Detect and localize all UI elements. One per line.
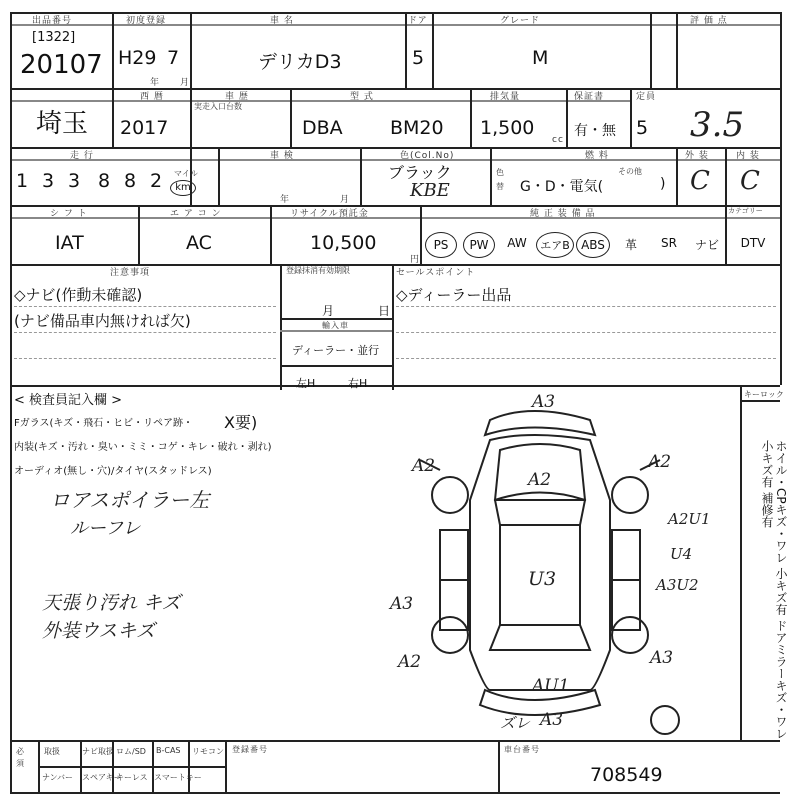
equipment-pw: PW (462, 232, 496, 258)
color-label: 色(Col.No) (400, 151, 455, 161)
aircon-value: AC (186, 232, 212, 254)
mileage-unit-km: km (170, 180, 196, 196)
car-name-label: 車 名 (270, 16, 294, 26)
inspector-title: < 検査員記入欄 > (14, 393, 123, 408)
sales-point-label: セールスポイント (396, 268, 476, 278)
mileage-digit: 1 (16, 170, 29, 192)
color-code: KBE (410, 180, 450, 201)
grade-value: M (532, 47, 549, 69)
damage-right-door-1: A2U1 (668, 510, 711, 528)
f-glass-line: Fガラス(キズ・飛石・ヒビ・リペア跡・ (14, 418, 193, 429)
sales-point: ◇ディーラー出品 (396, 286, 512, 304)
equipment-airbag: エアB (536, 232, 574, 258)
inspector-note-2: ルーフレ (70, 518, 141, 539)
equipment-sr: SR (661, 236, 677, 250)
score-label: 評 価 点 (690, 16, 728, 26)
footer-side-label: 必須 (16, 747, 24, 768)
note-line-2: (ナビ備品車内無ければ欠) (14, 312, 191, 330)
footer-smart-key: スマートキー (154, 773, 202, 782)
damage-front-top: A3 (532, 392, 556, 412)
lot-sub: [1322] (32, 30, 76, 45)
damage-left-front: A2 (412, 456, 436, 476)
aircon-label: エ ア コ ン (170, 209, 222, 219)
reg-month: 7 (167, 47, 180, 69)
history-note: 実走入口台数 (194, 102, 242, 111)
door-count: 5 (412, 47, 425, 69)
audio-line: オーディオ(無し・穴)/タイヤ(スタッドレス) (14, 466, 212, 477)
fuel-other-label: その他 (618, 167, 642, 176)
fuel-close: ) (660, 176, 666, 192)
damage-left-rear: A3 (390, 594, 414, 614)
side-note: ホイル・CPキズ・ワレ 小キズ有 ドアミラーキズ・ワレ 小キズ有 補修有 (760, 440, 788, 740)
chassis-label: 車台番号 (504, 745, 540, 754)
damage-roof: U3 (528, 568, 557, 590)
car-damage-diagram (380, 390, 680, 740)
import-label: 輸入車 (322, 321, 349, 330)
chassis-number: 708549 (590, 764, 663, 786)
equipment-navi: ナビ (694, 238, 719, 252)
damage-rear: AU1 (532, 676, 570, 696)
mileage-label: 走 行 (70, 151, 94, 161)
equipment-leather: 革 (624, 238, 637, 252)
inspector-note-4: 外装ウスキズ (42, 620, 156, 642)
category-label: カテゴリー (728, 207, 763, 215)
note-line-1: ◇ナビ(作動未確認) (14, 286, 143, 304)
history-label: 車 歴 (225, 92, 249, 102)
damage-right-front: A2 (648, 452, 672, 472)
damage-right-door-2: U4 (670, 545, 693, 563)
grade-label: グレード (500, 16, 541, 26)
shift-value: IAT (55, 232, 84, 254)
door-label: ドア (408, 16, 428, 26)
color-change-label: 色替 (496, 168, 504, 191)
interior-grade: C (740, 166, 760, 196)
mileage-unit-mile: マイル (174, 169, 198, 178)
seats-label: 定員 (636, 92, 657, 102)
color-name: ブラック (388, 163, 452, 182)
equipment-label: 純 正 装 備 品 (530, 209, 596, 219)
reg-era: H29 (118, 47, 157, 69)
recycle-label: リサイクル預託金 (290, 209, 369, 219)
interior-label: 内 装 (736, 151, 760, 161)
interior-line: 内装(キズ・汚れ・臭い・ミミ・コゲ・キレ・破れ・剥れ) (14, 442, 272, 453)
footer-bcas: B-CAS (156, 746, 181, 755)
recycle-value: 10,500 (310, 232, 377, 254)
equipment-ps: PS (424, 232, 458, 258)
lot-number: 20107 (20, 50, 103, 80)
seat-count: 5 (636, 117, 649, 139)
mileage-digit: 8 (124, 170, 137, 192)
model-label: 型 式 (350, 92, 374, 102)
fuel-label: 燃 料 (585, 151, 609, 161)
equipment-abs: ABS (576, 232, 610, 258)
footer-remote: リモコン (192, 747, 224, 756)
rank-label (654, 13, 658, 23)
model-prefix: DBA (302, 117, 343, 139)
hand-right: 右H (348, 377, 368, 390)
footer-navi-handling: ナビ取扱 (82, 747, 114, 756)
mileage-digit: 2 (150, 170, 163, 192)
month-unit: 月 (180, 78, 191, 88)
footer-rom-sd: ロム/SD (116, 747, 146, 756)
mileage-digit: 3 (68, 170, 81, 192)
year-label: 西 暦 (140, 92, 164, 102)
auction-score: 3.5 (690, 105, 745, 145)
import-value: ディーラー・並行 (292, 344, 380, 357)
reg-day-unit: 日 (378, 304, 391, 318)
hand-left: 左H (296, 377, 316, 390)
model-year: 2017 (120, 117, 169, 139)
exterior-label: 外 装 (685, 151, 709, 161)
first-reg-label: 初度登録 (126, 16, 167, 26)
damage-rear-bottom: A3 (540, 710, 564, 730)
displacement: 1,500 (480, 117, 535, 139)
prefecture: 埼玉 (36, 109, 89, 139)
equipment-dtv: DTV (740, 236, 766, 250)
model-code: BM20 (390, 117, 444, 139)
footer-spare-key: スペアキー (82, 773, 122, 782)
inspection-year-unit: 年 (280, 195, 291, 205)
damage-rear-shift: ズレ (500, 714, 531, 732)
inspector-note-1: ロアスポイラー左 (50, 488, 210, 512)
equipment-aw: AW (507, 236, 527, 250)
warranty-label: 保証書 (574, 92, 605, 102)
footer-handling: 取扱 (44, 747, 60, 756)
inspection-label: 車 検 (270, 151, 294, 161)
f-glass-x: X要) (224, 413, 258, 432)
keylock-label: キーロック (744, 390, 784, 399)
inspector-note-3: 天張り汚れ キズ (42, 592, 181, 614)
exterior-grade: C (690, 166, 710, 196)
fuel-options: G・D・電気( (520, 179, 604, 195)
footer-number-plate: ナンバー (42, 773, 74, 782)
mileage-digit: 8 (98, 170, 111, 192)
reg-number-label: 登録番号 (232, 745, 268, 754)
car-name: デリカD3 (258, 51, 342, 73)
reg-month-unit: 月 (322, 304, 335, 318)
lot-label: 出品番号 (32, 16, 73, 26)
yen-unit: 円 (410, 255, 421, 265)
notes-label: 注意事項 (110, 268, 151, 278)
damage-right-door-3: A3U2 (656, 576, 699, 594)
footer-keyless: キーレス (116, 773, 148, 782)
displacement-label: 排気量 (490, 92, 521, 102)
cc-unit: cc (552, 135, 564, 145)
inspection-month-unit: 月 (340, 195, 351, 205)
damage-hood: A2 (528, 470, 552, 490)
damage-right-rear: A3 (650, 648, 674, 668)
mileage-digit: 3 (42, 170, 55, 192)
shift-label: シ フ ト (50, 209, 88, 219)
warranty-value: 有・無 (574, 123, 616, 139)
damage-left-rear-bottom: A2 (398, 652, 422, 672)
year-unit: 年 (150, 78, 161, 88)
reg-valid-label: 登録抹消有効期限 (286, 266, 350, 275)
